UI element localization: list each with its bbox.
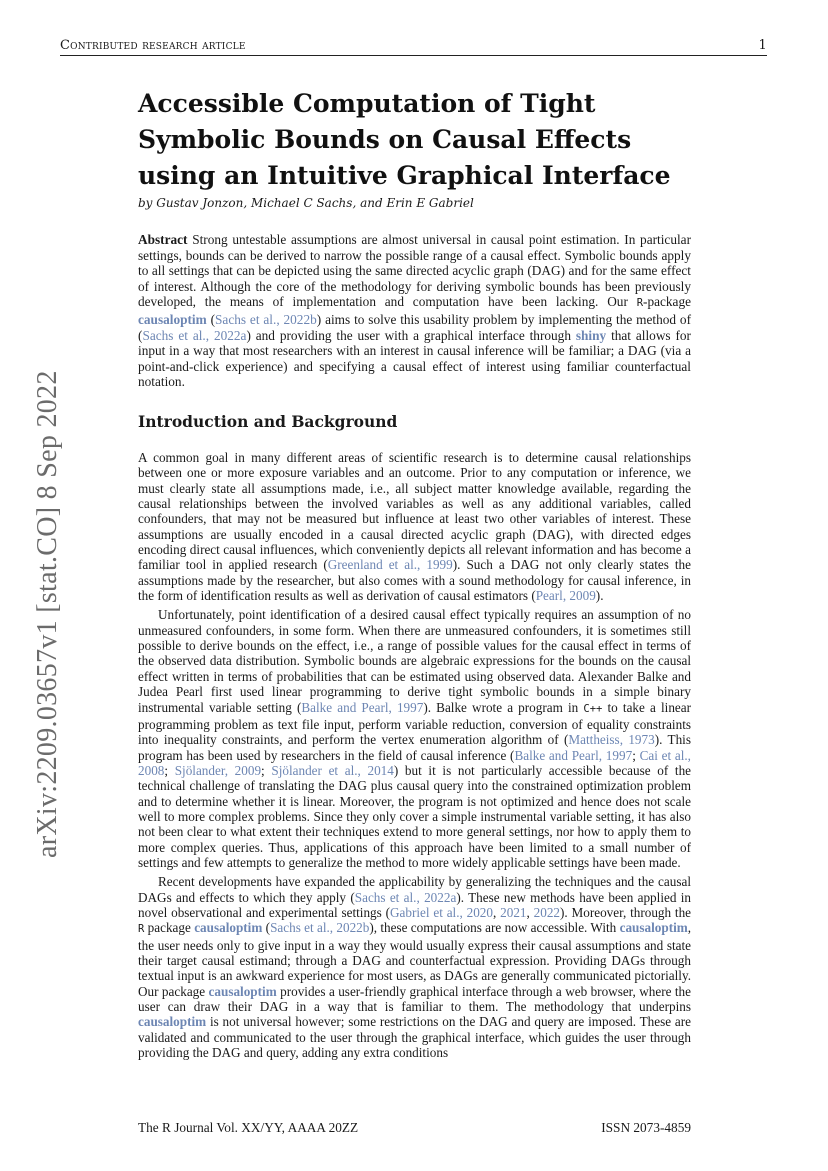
paragraph: Unfortunately, point identification of a desired causal effect typically requires an assumption of no unmeasured confounders, in some form. When there are unmeasured confounders, it is sometimes still possible to derive bounds on the effect, i.e., a range of possible values for the causal effect in terms of the observed data distribution. Symbolic bounds are algebraic expressions for the bounds on the causal effect written in terms of probabilities that can be estimated using observed data. Alexander Balke and Judea Pearl first used linear programming to derive tight symbolic bounds in a simple binary instrumental variable setting (Balke and Pearl, 1997). Balke wrote a program in C++ to take a linear programming problem as text file input, perform variable reduction, conversion of equality constraints into inequality constraints, and perform the vertex enumeration algorithm of (Mattheiss, 1973). This program has been used by researchers in the field of causal inference (Balke and Pearl, 1997; Cai et al., 2008; Sjölander, 2009; Sjölander et al., 2014) but it is not particularly accessible because of the technical challenge of translating the DAG plus causal query into the constrained optimization problem and to determine whether it is linear. Moreover, the program is not optimized and hence does not scale well to more complex problems. Since they only cover a simple instrumental variable setting, it has also not been clear to what extent their techniques extend to more general settings, nor how to apply them to more complex queries. Thus, applications of this approach have been limited to a small number of settings and few attempts to generalize the method to more widely applicable settings have been made.	[138, 607, 692, 870]
paper-title: Accessible Computation of Tight Symbolic Bounds on Causal Effects using an Intuitive Graphical Interface	[138, 89, 671, 190]
package-link[interactable]: causaloptim	[619, 920, 688, 936]
issn: ISSN 2073-4859	[601, 1120, 691, 1135]
paragraph: A common goal in many different areas of scientific research is to determine causal relationships between one or more exposure variables and an outcome. Prior to any computation or inference, we must clearly state all assumptions made, i.e., all subject matter knowledge available, regarding the causal relationships between the involved variables as well as any additional variables, called confounders, that may not be measured but influence at least two other variables of interest. These assumptions are usually encoded in a causal directed acyclic graph (DAG), with directed edges encoding direct causal influences, which conveniently depicts all relevant information and has become a familiar tool in applied research (Greenland et al., 1999). Such a DAG not only clearly states the assumptions made by the researcher, but also comes with a sound methodology for causal inference, in the form of identification results as well as derivation of causal estimators (Pearl, 2009).	[138, 450, 691, 604]
section-heading: Introduction and Background	[138, 412, 398, 431]
journal-info: The R Journal Vol. XX/YY, AAAA 20ZZ	[138, 1120, 359, 1135]
package-link[interactable]: causaloptim	[208, 983, 277, 999]
package-link[interactable]: shiny	[575, 327, 607, 343]
citation-link[interactable]: 2021	[500, 904, 527, 920]
citation-link[interactable]: Balke and Pearl, 1997	[514, 747, 633, 763]
package-link[interactable]: causaloptim	[194, 920, 263, 936]
running-header	[60, 38, 767, 56]
package-link[interactable]: causaloptim	[138, 1014, 207, 1030]
citation-link[interactable]: Sjölander, 2009	[174, 762, 262, 778]
citation-link[interactable]: 2022	[533, 904, 560, 920]
citation-link[interactable]: Gabriel et al., 2020	[390, 904, 493, 920]
abstract: Abstract Strong untestable assumptions are almost universal in causal point estimation. In particular settings, bounds can be derived to narrow the possible range of a causal effect. Symbolic bounds apply to all settings that can be depicted using the same directed acyclic graph (DAG) and for the same effect of interest. Although the core of the methodology for deriving symbolic bounds has been previously developed, the means of implementation and computation have been lacking. Our R-package causaloptim (Sachs et al., 2022b) aims to solve this usability problem by implementing the method of (Sachs et al., 2022a) and providing the user with a graphical interface through shiny that allows for input in a way that most researchers with an interest in causal inference will be familiar; a DAG (via a point-and-click experience) and specifying a causal effect of interest using familiar counterfactual notation.	[138, 232, 692, 390]
abstract-label: Abstract	[138, 232, 188, 247]
paragraph: Recent developments have expanded the applicability by generalizing the techniques and the causal DAGs and effects to which they apply (Sachs et al., 2022a). These new methods have been applied in novel observational and experimental settings (Gabriel et al., 2020, 2021, 2022). Moreover, through the R package causaloptim (Sachs et al., 2022b), these computations are now accessible. With causaloptim, the user needs only to give input in a way they would usually express their causal assumptions and state their target causal estimand; through a DAG and counterfactual expression. Providing DAGs through textual input is an awkward experience for most users, as DAGs are generally communicated pictorially. Our package causaloptim provides a user-friendly graphical interface through a web browser, where the user can draw their DAG in a way that is familiar to them. The methodology that underpins causaloptim is not universal however; some restrictions on the DAG and query are imposed. These are validated and communicated to the user through the graphical interface, which guides the user through providing the DAG and query, adding any extra conditions	[138, 874, 692, 1061]
package-link[interactable]: causaloptim	[138, 311, 207, 327]
citation-link[interactable]: Cai et al., 2008	[138, 747, 691, 778]
citation-link[interactable]: Greenland et al., 1999	[327, 557, 453, 573]
citation-link[interactable]: Sachs et al., 2022a	[142, 327, 247, 343]
citation-link[interactable]: Sachs et al., 2022b	[270, 920, 370, 936]
citation-link[interactable]: Sachs et al., 2022b	[215, 311, 317, 327]
citation-link[interactable]: Sjölander et al., 2014	[271, 762, 394, 778]
page-footer	[138, 1120, 691, 1136]
page-number: 1	[758, 38, 767, 53]
author-line: by Gustav Jonzon, Michael C Sachs, and Erin E Gabriel	[138, 196, 474, 210]
citation-link[interactable]: Mattheiss, 1973	[568, 732, 655, 748]
citation-link[interactable]: Balke and Pearl, 1997	[301, 699, 424, 715]
citation-link[interactable]: Sachs et al., 2022a	[354, 889, 457, 905]
arxiv-sidebar-stamp: arXiv:2209.03657v1 [stat.CO] 8 Sep 2022	[32, 370, 63, 858]
body-text	[138, 450, 691, 1064]
citation-link[interactable]: Pearl, 2009	[535, 588, 596, 604]
running-title: Contributed research article	[60, 38, 246, 53]
